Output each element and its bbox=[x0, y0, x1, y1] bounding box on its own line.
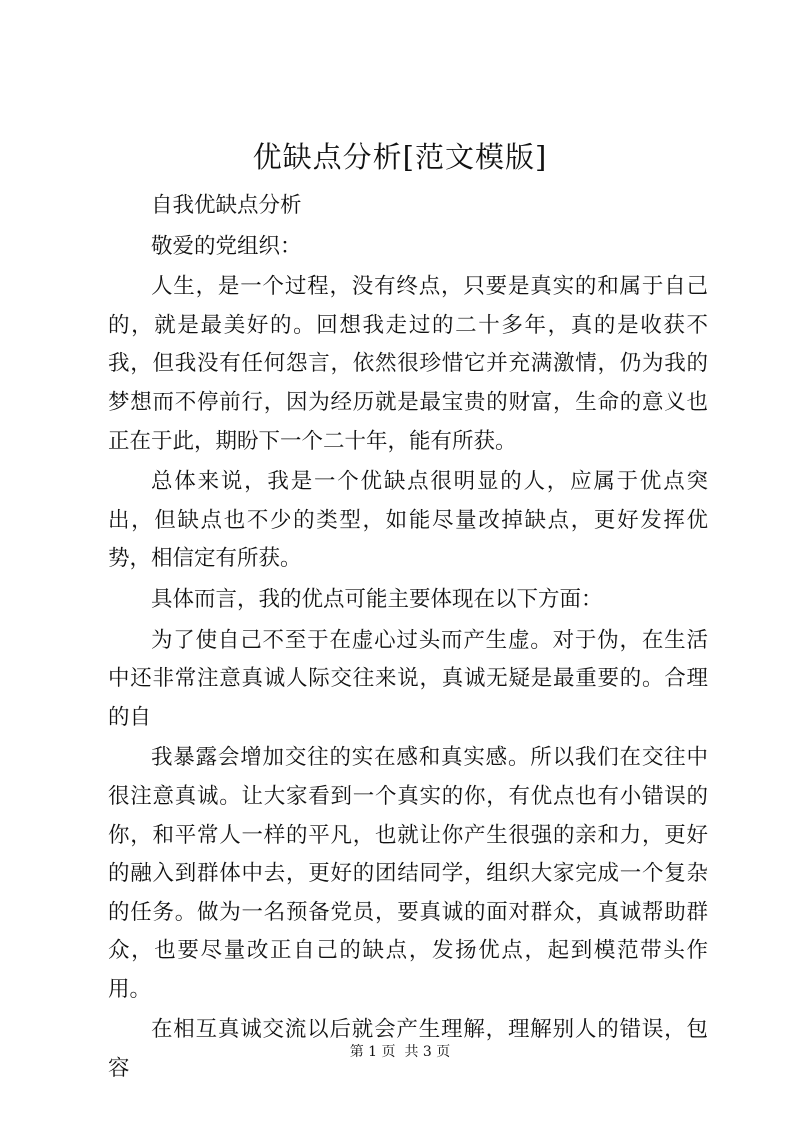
document-body bbox=[108, 187, 708, 1091]
paragraph: 具体而言，我的优点可能主要体现在以下方面： bbox=[151, 586, 603, 612]
page-footer bbox=[0, 1042, 800, 1062]
paragraph: 为了使自己不至于在虚心过头而产生虚。对于伪，在生活中还非常注意真诚人际交往来说，真诚无疑是最重要的。合理的自 bbox=[108, 627, 708, 730]
paragraph-heading: 自我优缺点分析 bbox=[151, 193, 302, 218]
page-number-label: 第 1 页 共 3 页 bbox=[349, 1044, 451, 1060]
paragraph: 人生，是一个过程，没有终点，只要是真实的和属于自己的，就是最美好的。回想我走过的二十多年，真的是收获不我，但我没有任何怨言，依然很珍惜它并充满激情，仍为我的梦想而不停前行，因为经历就是最宝贵的财富，生命的意义也正在于此，期盼下一个二十年，能有所获。 bbox=[108, 274, 708, 454]
paragraph: 总体来说，我是一个优缺点很明显的人，应属于优点突出，但缺点也不少的类型，如能尽量改掉缺点，更好发挥优势，相信定有所获。 bbox=[108, 469, 708, 572]
document-title: 优缺点分析[范文模版] bbox=[252, 140, 548, 174]
paragraph-salutation: 敬爱的党组织： bbox=[151, 233, 302, 259]
paragraph: 我暴露会增加交往的实在感和真实感。所以我们在交往中很注意真诚。让大家看到一个真实的你，有优点也有小错误的你，和平常人一样的平凡，也就让你产生很强的亲和力，更好的融入到群体中去，更好的团结同学，组织大家完成一个复杂的任务。做为一名预备党员，要真诚的面对群众，真诚帮助群众，也要尽量改正自己的缺点，发扬优点，起到模范带头作用。 bbox=[108, 745, 708, 1002]
paragraph: 在相互真诚交流以后就会产生理解，理解别人的错误，包容 bbox=[108, 1017, 708, 1082]
